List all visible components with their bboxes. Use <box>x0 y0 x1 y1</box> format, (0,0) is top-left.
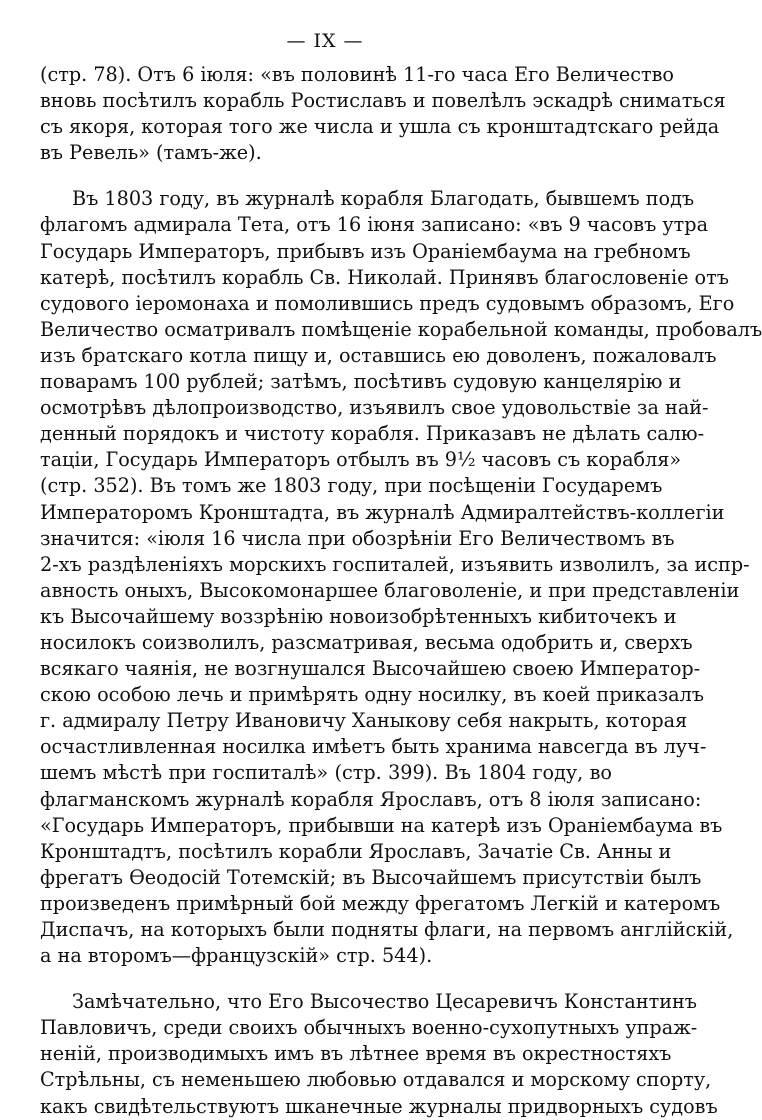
text-line: 2-хъ раздѣленіяхъ морскихъ госпиталей, изъявить изволилъ, за испр- <box>40 552 750 576</box>
paragraph-gap <box>40 969 612 989</box>
text-line: осчастливленная носилка имѣетъ быть хранима навсегда въ луч- <box>40 735 707 759</box>
text-line: Величество осматривалъ помѣщеніе корабельной команды, пробовалъ <box>40 317 762 341</box>
text-line: флагманскомъ журналѣ корабля Ярославъ, отъ 8 іюля записано: <box>40 787 702 811</box>
text-line: авность оныхъ, Высокомонаршее благоволеніе, и при представленіи <box>40 578 740 602</box>
text-line: изъ братскаго котла пищу и, оставшись ею доволенъ, пожаловалъ <box>40 343 717 367</box>
text-line: осмотрѣвъ дѣлопроизводство, изъявилъ свое удовольствіе за най- <box>40 396 709 420</box>
text-line: Павловичъ, среди своихъ обычныхъ военно-сухопутныхъ упраж- <box>40 1016 698 1040</box>
text-line: (стр. 352). Въ томъ же 1803 году, при посѣщеніи Государемъ <box>40 474 663 498</box>
text-line: вновь посѣтилъ корабль Ростиславъ и повелѣлъ эскадрѣ сниматься <box>40 89 726 113</box>
text-line: носилокъ соизволилъ, разсматривая, весьма одобрить и, сверхъ <box>40 630 693 654</box>
text-line: Въ 1803 году, въ журналѣ корабля Благодать, бывшемъ подъ <box>72 187 695 211</box>
text-line: Кронштадтъ, посѣтилъ корабли Ярославъ, Зачатіе Св. Анны и <box>40 839 672 863</box>
paragraph-1 <box>40 62 726 166</box>
text-line: Замѣчательно, что Его Высочество Цесаревичъ Константинъ <box>72 990 698 1014</box>
text-line: неній, производимыхъ имъ въ лѣтнее время въ окрестностяхъ <box>40 1042 672 1066</box>
text-line: «Государь Императоръ, прибывши на катерѣ изъ Ораніембаума въ <box>40 813 723 837</box>
text-line: Стрѣльны, съ неменьшею любовью отдавался и морскому спорту, <box>40 1068 712 1092</box>
text-line: Государь Императоръ, прибывъ изъ Ораніембаума на гребномъ <box>40 239 691 263</box>
text-line: г. адмиралу Петру Ивановичу Ханыкову себя накрыть, которая <box>40 709 688 733</box>
text-line: (стр. 78). Отъ 6 іюля: «въ половинѣ 11-го часа Его Величество <box>40 63 674 86</box>
text-line: флагомъ адмирала Тета, отъ 16 іюня записано: «въ 9 часовъ утра <box>40 213 709 237</box>
text-line: а на второмъ—французскій» стр. 544). <box>40 944 433 968</box>
text-line: денный порядокъ и чистоту корабля. Приказавъ не дѣлать салю- <box>40 422 705 446</box>
text-line: Диспачъ, на которыхъ были подняты флаги, на первомъ англійскій, <box>40 918 734 941</box>
body-text <box>40 62 762 1120</box>
page-number: — IX — <box>286 30 364 52</box>
text-line: всякаго чаянія, не возгнушался Высочайшею своею Император- <box>40 657 701 681</box>
paragraph-gap <box>40 166 612 186</box>
text-line: поварамъ 100 рублей; затѣмъ, посѣтивъ судовую канцелярію и <box>40 370 682 394</box>
text-line: къ Высочайшему воззрѣнію новоизобрѣтенныхъ кибиточекъ и <box>40 604 677 628</box>
text-line: какъ свидѣтельствуютъ шканечные журналы придворныхъ судовъ <box>40 1094 718 1118</box>
paragraph-3 <box>40 989 718 1119</box>
text-line: судового іеромонаха и помолившись предъ судовымъ образомъ, Его <box>40 291 735 315</box>
text-line: катерѣ, посѣтилъ корабль Св. Николай. Принявъ благословеніе отъ <box>40 265 729 289</box>
text-line: скою особою лечь и примѣрять одну носилку, въ коей приказалъ <box>40 683 704 707</box>
text-line: фрегатъ Ѳеодосій Тотемскій; въ Высочайшемъ присутствіи былъ <box>40 865 702 889</box>
text-line: таціи, Государь Императоръ отбылъ въ 9½ часовъ съ корабля» <box>40 448 682 472</box>
paragraph-2 <box>40 186 762 969</box>
text-line: значится: «іюля 16 числа при обозрѣніи Его Величествомъ въ <box>40 526 675 550</box>
text-line: въ Ревель» (тамъ-же). <box>40 141 262 165</box>
text-line: шемъ мѣстѣ при госпиталѣ» (стр. 399). Въ 1804 году, во <box>40 761 612 785</box>
text-line: съ якоря, которая того же числа и ушла съ кронштадтскаго рейда <box>40 115 720 139</box>
text-line: Императоромъ Кронштадта, въ журналѣ Адмиралтействъ-коллегіи <box>40 500 725 524</box>
text-line: произведенъ примѣрный бой между фрегатомъ Легкій и катеромъ <box>40 891 721 915</box>
